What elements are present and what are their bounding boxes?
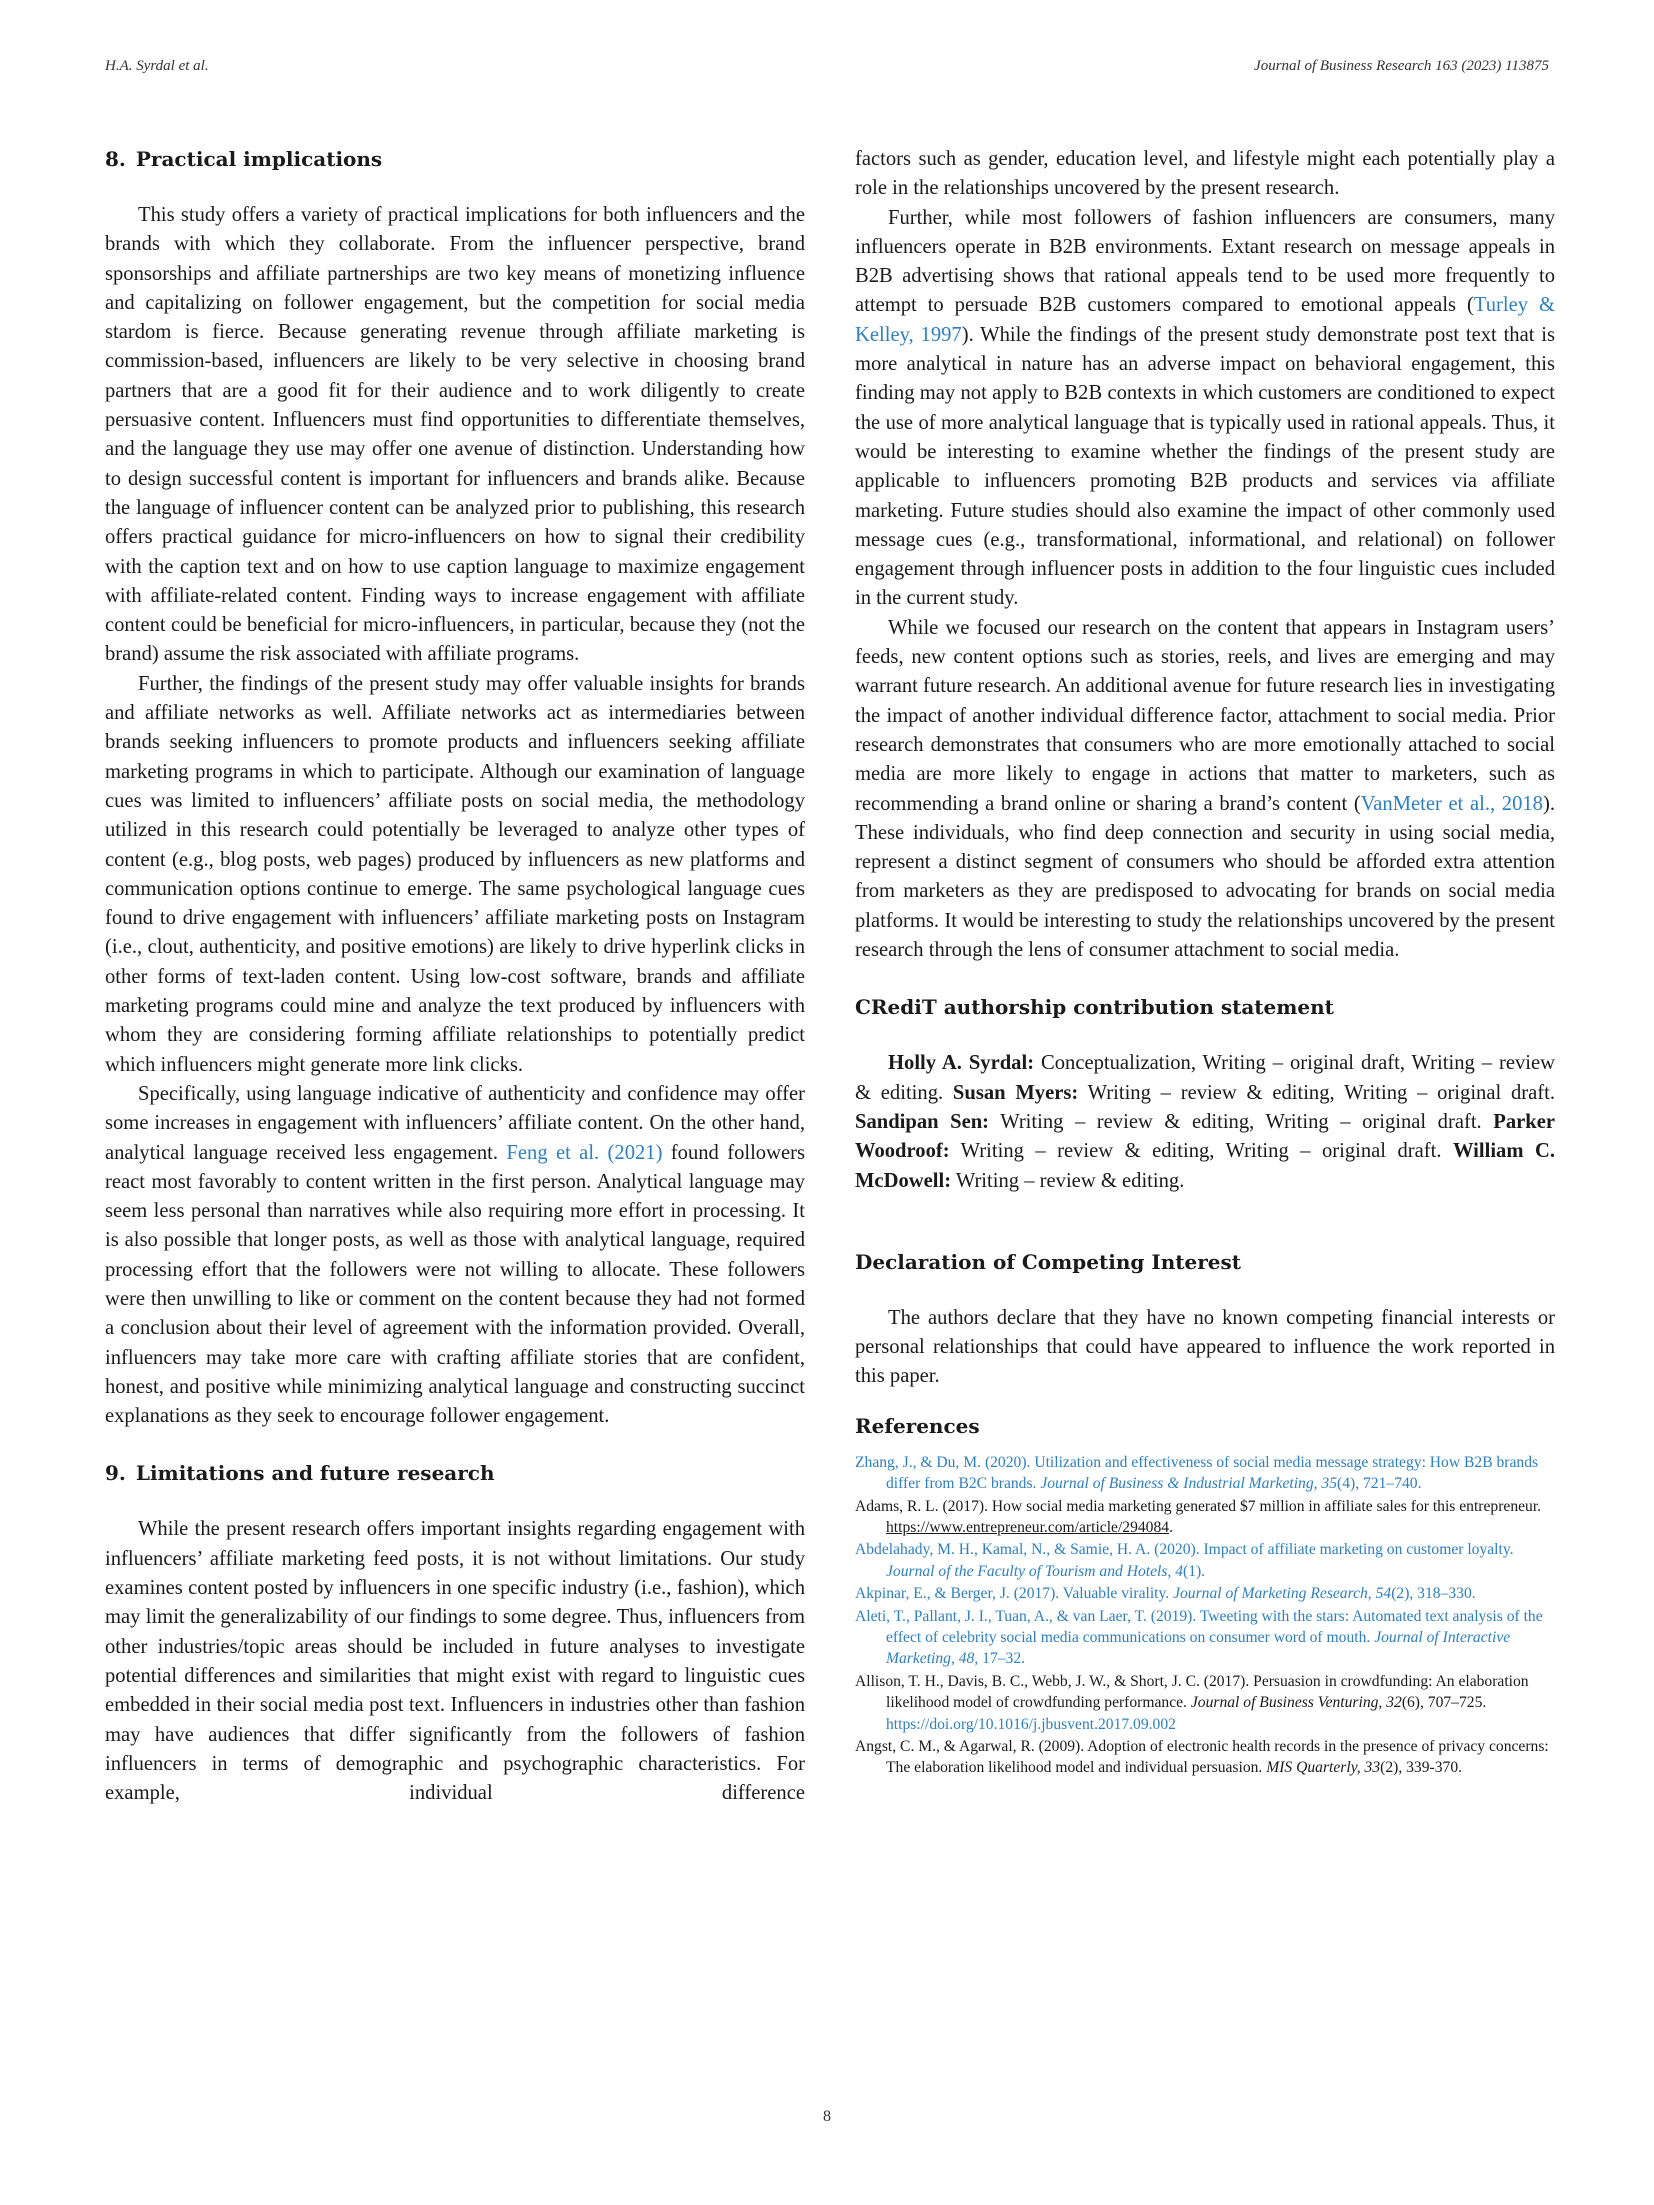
author-roles: Conceptualization, Writing – original draft, Writing – review & editing. <box>855 1052 1556 1104</box>
section-9-paragraph-2 <box>855 204 1555 614</box>
section-9-paragraph-3 <box>855 614 1555 966</box>
journal-name: Journal of Business & Industrial Marketing, 35 <box>1040 1475 1338 1493</box>
reference-item[interactable] <box>855 1606 1555 1670</box>
author-roles: Writing – review & editing, Writing – original draft. <box>1078 1081 1555 1104</box>
running-header <box>105 58 1549 82</box>
section-9-number: 9. <box>105 1461 126 1486</box>
citation-link[interactable]: Turley & Kelley, 1997 <box>855 294 1555 346</box>
text-run: Angst, C. M., & Agarwal, R. (2009). Adoption of electronic health records in the presence of privacy concerns: The elaboration likelihood model and individual persuasion. <box>855 1737 1549 1777</box>
spacer <box>105 1431 805 1459</box>
competing-interest-heading: Declaration of Competing Interest <box>855 1249 1241 1274</box>
reference-doi-link[interactable]: https://doi.org/10.1016/j.jbusvent.2017.09.002 <box>886 1715 1176 1733</box>
credit-statement <box>855 1049 1555 1195</box>
reference-list <box>855 1452 1555 1779</box>
author-roles: Writing – review & editing, Writing – original draft. <box>949 1140 1453 1163</box>
text-run: Zhang, J., & Du, M. (2020). Utilization and effectiveness of social media message strategy: How B2B brands differ from B2C brands. <box>855 1453 1539 1493</box>
reference-item <box>855 1671 1555 1735</box>
reference-item[interactable] <box>855 1539 1555 1582</box>
section-8-paragraph-3 <box>105 1080 805 1432</box>
journal-name: Journal of Marketing Research, 54 <box>1173 1585 1392 1603</box>
text-run: Further, while most followers of fashion influencers are consumers, many influencers operate in B2B environments. Extant research on message appeals in B2B advertising shows that rational appeals tend to be used more frequently to attempt to persuade B2B customers compared to emotional appeals ( <box>855 206 1555 317</box>
journal-name: Journal of the Faculty of Tourism and Hotels, 4 <box>886 1562 1183 1580</box>
text-run: Abdelahady, M. H., Kamal, N., & Samie, H. A. (2020). Impact of affiliate marketing on customer loyalty. <box>855 1541 1514 1559</box>
author-name: William C. McDowell: <box>855 1140 1555 1192</box>
text-run: Allison, T. H., Davis, B. C., Webb, J. W., & Short, J. C. (2017). Persuasion in crowdfunding: An elaboration likelihood model of crowdfunding performance. <box>855 1672 1529 1712</box>
citation-link[interactable]: VanMeter et al., 2018 <box>1360 792 1543 815</box>
author-roles: Writing – review & editing. <box>951 1169 1185 1192</box>
header-journal: Journal of Business Research 163 (2023) 113875 <box>1254 58 1549 74</box>
competing-interest-text: The authors declare that they have no known competing financial interests or personal relationships that could have appeared to influence the work reported in this paper. <box>855 1306 1555 1388</box>
text-run: Aleti, T., Pallant, J. I., Tuan, A., & van Laer, T. (2019). Tweeting with the stars: Automated text analysis of the effect of celebrity social media communications on consumer word of mouth. <box>855 1607 1543 1646</box>
section-8-paragraph-1: This study offers a variety of practical implications for both influencers and the brands with which they collaborate. From the influencer perspective, brand sponsorships and affiliate partnerships are two key means of monetizing influence and capitalizing on follower engagement, but the competition for social media stardom is fierce. Because generating revenue through affiliate marketing is commission-based, influencers are likely to be very selective in choosing brand partners that are a good fit for their audience and to work diligently to create persuasive content. Influencers must find opportunities to differentiate themselves, and the language they use may offer one avenue of distinction. Understanding how to design successful content is important for influencers and brands alike. Because the language of influencer content can be analyzed prior to publishing, this research offers practical guidance for micro-influencers on how to signal their credibility with the caption text and on how to use caption language to maximize engagement with affiliate-related content. Finding ways to increase engagement with affiliate content could be beneficial for micro-influencers, in particular, because they (not the brand) assume the risk associated with affiliate programs. <box>105 204 805 666</box>
reference-item[interactable] <box>855 1452 1555 1495</box>
section-8-number: 8. <box>105 147 126 171</box>
text-run: Akpinar, E., & Berger, J. (2017). Valuable virality. <box>855 1585 1174 1603</box>
journal-name: Journal of Interactive Marketing, 48 <box>886 1628 1511 1668</box>
author-roles: Writing – review & editing, Writing – original draft. <box>989 1110 1494 1133</box>
section-9-heading <box>105 1459 805 1487</box>
spacer <box>855 1392 1555 1412</box>
spacer <box>855 965 1555 993</box>
citation-link[interactable]: Feng et al. (2021) <box>506 1141 663 1164</box>
text-run: ). While the findings of the present study demonstrate post text that is more analytical in nature has an adverse impact on behavioral engagement, this finding may not apply to B2B contexts in which customers are conditioned to expect the use of more analytical language that is typically used in rational appeals. Thus, it would be interesting to examine whether the findings of the present study are applicable to influencers promoting B2B products and services via affiliate marketing. Future studies should also examine the impact of other commonly used message cues (e.g., transformational, informational, and relational) on follower engagement through influencer posts in addition to the four linguistic cues included in the current study. <box>855 323 1555 610</box>
text-run: found followers react most favorably to content written in the first person. Analytical language may seem less personal than narratives while also requiring more effort in processing. It is also possible that longer posts, as well as those with analytical language, required processing effort that the followers were not willing to allocate. These followers were then unwilling to like or comment on the content because they had not formed a conclusion about their level of agreement with the information provided. Overall, influencers may take more care with crafting affiliate stories that are confident, honest, and positive while minimizing analytical language and constructing succinct explanations as they seek to encourage follower engagement. <box>105 1141 805 1428</box>
credit-heading: CRediT authorship contribution statement <box>855 995 1334 1020</box>
section-8-paragraph-2: Further, the findings of the present study may offer valuable insights for brands and affiliate networks as well. Affiliate networks act as intermediaries between brands seeking influencers to promote products and influencers seeking affiliate marketing programs in which to participate. Although our examination of language cues was limited to influencers’ affiliate posts on social media, the methodology utilized in this research could potentially be leveraged to analyze other types of content (e.g., blog posts, web pages) produced by influencers as new platforms and communication options continue to emerge. The same psychological language cues found to drive engagement with influencers’ affiliate marketing posts on Instagram (i.e., clout, authenticity, and positive emotions) are likely to drive hyperlink clicks in other forms of text-laden content. Using low-cost software, brands and affiliate marketing programs could mine and analyze the text produced by influencers with whom they are considering forming affiliate relationships to potentially predict which influencers might generate more link clicks. <box>105 672 805 1076</box>
reference-item[interactable] <box>855 1583 1555 1604</box>
text-run: While we focused our research on the content that appears in Instagram users’ feeds, new content options such as stories, reels, and lives are emerging and may warrant future research. An additional avenue for future research lies in investigating the impact of another individual difference factor, attachment to social media. Prior research demonstrates that consumers who are more emotionally attached to social media are more likely to engage in actions that matter to marketers, such as recommending a brand online or sharing a brand’s content ( <box>855 616 1555 815</box>
author-name: Sandipan Sen: <box>855 1110 990 1133</box>
section-8-title: Practical implications <box>135 147 383 171</box>
references-heading: References <box>855 1413 980 1438</box>
spacer <box>855 1196 1555 1248</box>
text-run: (1). <box>1183 1562 1206 1580</box>
journal-name: Journal of Business Venturing, 32 <box>1190 1694 1402 1712</box>
text-run: , 17–32. <box>974 1650 1026 1668</box>
section-9-paragraph-1-continued: factors such as gender, education level, and lifestyle might each potentially play a role in the relationships uncovered by the present research. <box>855 148 1555 200</box>
right-column <box>855 145 1555 1780</box>
reference-item <box>855 1496 1555 1539</box>
section-9-paragraph-1: While the present research offers important insights regarding engagement with influencers’ affiliate marketing feed posts, it is not without limitations. Our study examines content posted by influencers in one specific industry (i.e., fashion), which may limit the generalizability of our findings to some degree. Thus, influencers from other industries/topic areas should be included in future analyses to investigate potential differences and similarities that might exist with regard to linguistic cues embedded in their social media post text. Influencers in industries other than fashion may have audiences that differ significantly from the followers of fashion influencers in terms of demographic and psychographic characteristics. For example, individual difference <box>105 1518 805 1805</box>
author-name: Holly A. Syrdal: <box>888 1052 1035 1075</box>
section-8-heading <box>105 145 805 173</box>
text-run: (4), 721–740. <box>1337 1475 1422 1493</box>
text-run: (6), 707–725. <box>1401 1694 1487 1712</box>
text-run: ). These individuals, who find deep connection and security in using social media, represent a distinct segment of consumers who should be afforded extra attention from marketers as they are predisposed to advocating for brands on social media platforms. It would be interesting to study the relationships uncovered by the present research through the lens of consumer attachment to social media. <box>855 792 1555 962</box>
text-run: Specifically, using language indicative of authenticity and confidence may offer some increases in engagement with influencers’ affiliate content. On the other hand, analytical language received less engagement. <box>105 1082 805 1164</box>
header-authors: H.A. Syrdal et al. <box>105 58 209 74</box>
reference-url[interactable]: https://www.entrepreneur.com/article/294084 <box>886 1518 1170 1536</box>
page-number: 8 <box>823 2108 831 2125</box>
text-run: . <box>1169 1518 1173 1536</box>
left-column <box>105 145 805 1808</box>
author-name: Parker Woodroof: <box>855 1110 1555 1163</box>
text-run: (2), 318–330. <box>1391 1585 1476 1603</box>
journal-name: MIS Quarterly, 33 <box>1266 1759 1381 1777</box>
text-run: Adams, R. L. (2017). How social media marketing generated $7 million in affiliate sales for this entrepreneur. <box>855 1497 1542 1515</box>
reference-item <box>855 1736 1555 1779</box>
text-run: (2), 339-370. <box>1380 1759 1463 1777</box>
author-name: Susan Myers: <box>952 1081 1079 1104</box>
section-9-title: Limitations and future research <box>135 1461 495 1486</box>
